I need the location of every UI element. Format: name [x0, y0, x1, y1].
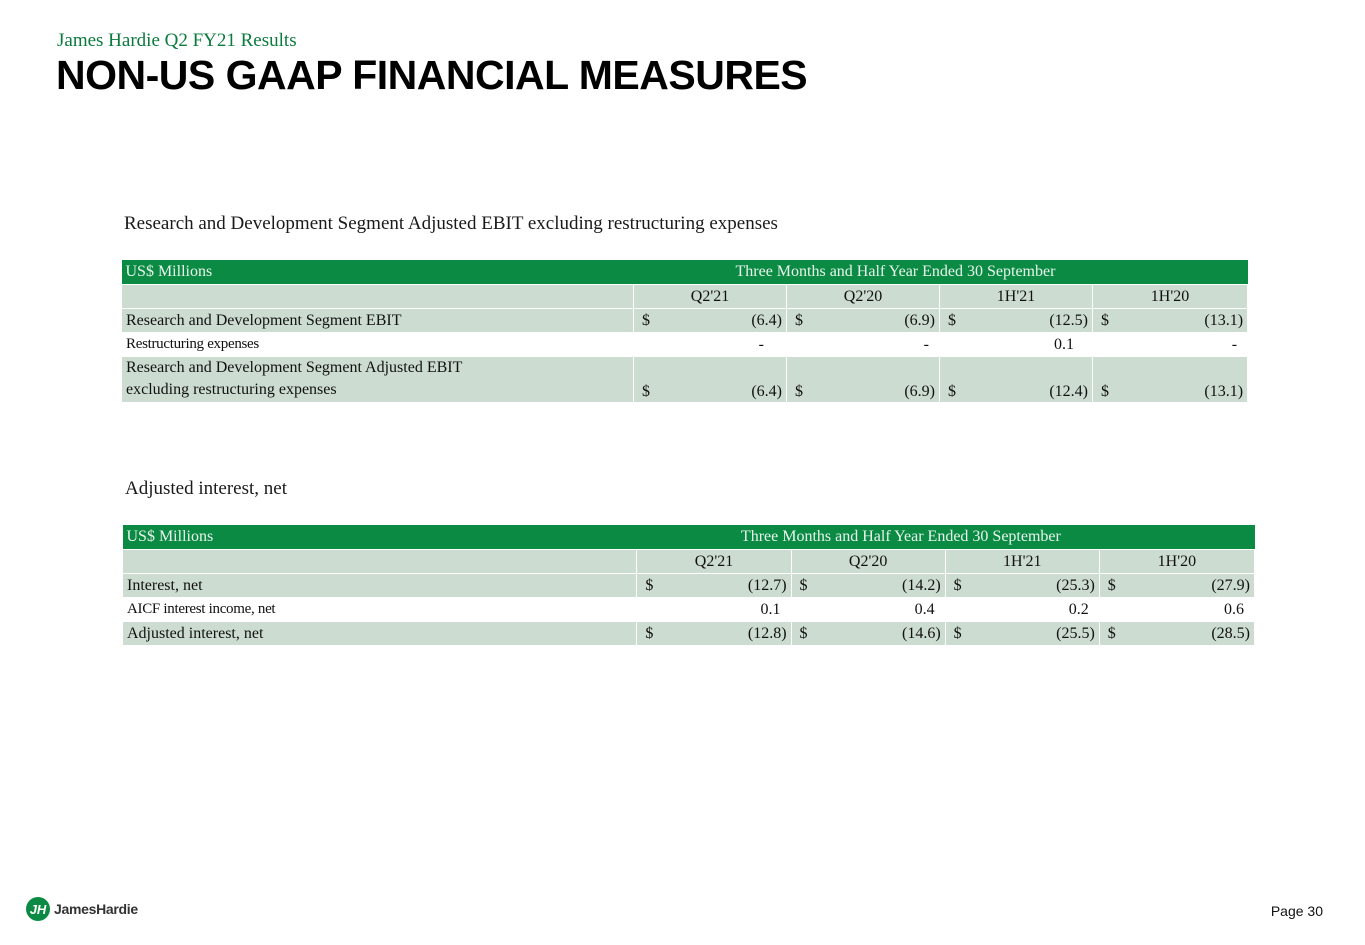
value-cell: $ (14.6)	[791, 622, 945, 646]
empty-header-cell	[122, 285, 634, 309]
rd-adjusted-ebit-table	[121, 260, 1248, 403]
row-label: Research and Development Segment EBIT	[122, 309, 634, 333]
value-cell: $ (12.7)	[637, 574, 791, 598]
company-logo	[26, 897, 138, 921]
value-cell: -	[634, 333, 787, 357]
value-cell: $ (12.5)	[940, 309, 1093, 333]
row-label: AICF interest income, net	[123, 598, 637, 622]
table-row	[123, 598, 1255, 622]
value-cell: $ (14.2)	[791, 574, 945, 598]
column-header: Q2'21	[634, 285, 787, 309]
column-header: 1H'20	[1099, 550, 1254, 574]
logo-mark-icon: JH	[26, 897, 50, 921]
column-header: Q2'21	[637, 550, 791, 574]
column-header-row	[123, 550, 1255, 574]
table-row	[122, 357, 1248, 403]
value-cell: 0.4	[791, 598, 945, 622]
value-cell: -	[1093, 333, 1248, 357]
period-caption: Three Months and Half Year Ended 30 September	[637, 525, 1255, 550]
table-row	[123, 622, 1255, 646]
unit-label: US$ Millions	[122, 260, 634, 285]
value-cell: $ (6.9)	[787, 357, 940, 403]
value-cell: $ (6.9)	[787, 309, 940, 333]
value-cell: $ (25.5)	[945, 622, 1099, 646]
table-header-row	[122, 260, 1248, 285]
page-number: Page 30	[1270, 903, 1323, 919]
table-row	[122, 309, 1248, 333]
column-header: 1H'21	[945, 550, 1099, 574]
value-cell: $ (13.1)	[1093, 357, 1248, 403]
logo-text: JamesHardie	[54, 901, 138, 917]
value-cell: 0.2	[945, 598, 1099, 622]
unit-label: US$ Millions	[123, 525, 637, 550]
adjusted-interest-table	[122, 525, 1255, 646]
column-header: Q2'20	[787, 285, 940, 309]
value-cell: $ (28.5)	[1099, 622, 1254, 646]
table-row	[122, 333, 1248, 357]
empty-header-cell	[123, 550, 637, 574]
column-header: Q2'20	[791, 550, 945, 574]
value-cell: $ (13.1)	[1093, 309, 1248, 333]
row-label: Interest, net	[123, 574, 637, 598]
value-cell: $ (27.9)	[1099, 574, 1254, 598]
value-cell: $ (12.8)	[637, 622, 791, 646]
report-subtitle: James Hardie Q2 FY21 Results	[57, 30, 297, 51]
value-cell: $ (6.4)	[634, 309, 787, 333]
period-caption: Three Months and Half Year Ended 30 September	[634, 260, 1248, 285]
value-cell: $ (12.4)	[940, 357, 1093, 403]
page-title: NON-US GAAP FINANCIAL MEASURES	[56, 52, 808, 98]
value-cell: $ (6.4)	[634, 357, 787, 403]
row-label: Adjusted interest, net	[123, 622, 637, 646]
table-header-row	[123, 525, 1255, 550]
column-header: 1H'21	[940, 285, 1093, 309]
value-cell: 0.1	[940, 333, 1093, 357]
row-label-line: Research and Development Segment Adjusted EBIT	[126, 359, 463, 376]
table-row	[123, 574, 1255, 598]
row-label	[122, 357, 634, 403]
value-cell: 0.6	[1099, 598, 1254, 622]
value-cell: 0.1	[637, 598, 791, 622]
value-cell: $ (25.3)	[945, 574, 1099, 598]
section-title-interest: Adjusted interest, net	[125, 478, 287, 499]
column-header: 1H'20	[1093, 285, 1248, 309]
value-cell: -	[787, 333, 940, 357]
row-label-line: excluding restructuring expenses	[126, 381, 337, 398]
section-title-rd: Research and Development Segment Adjusted EBIT excluding restructuring expenses	[124, 213, 778, 234]
row-label: Restructuring expenses	[122, 333, 634, 357]
column-header-row	[122, 285, 1248, 309]
